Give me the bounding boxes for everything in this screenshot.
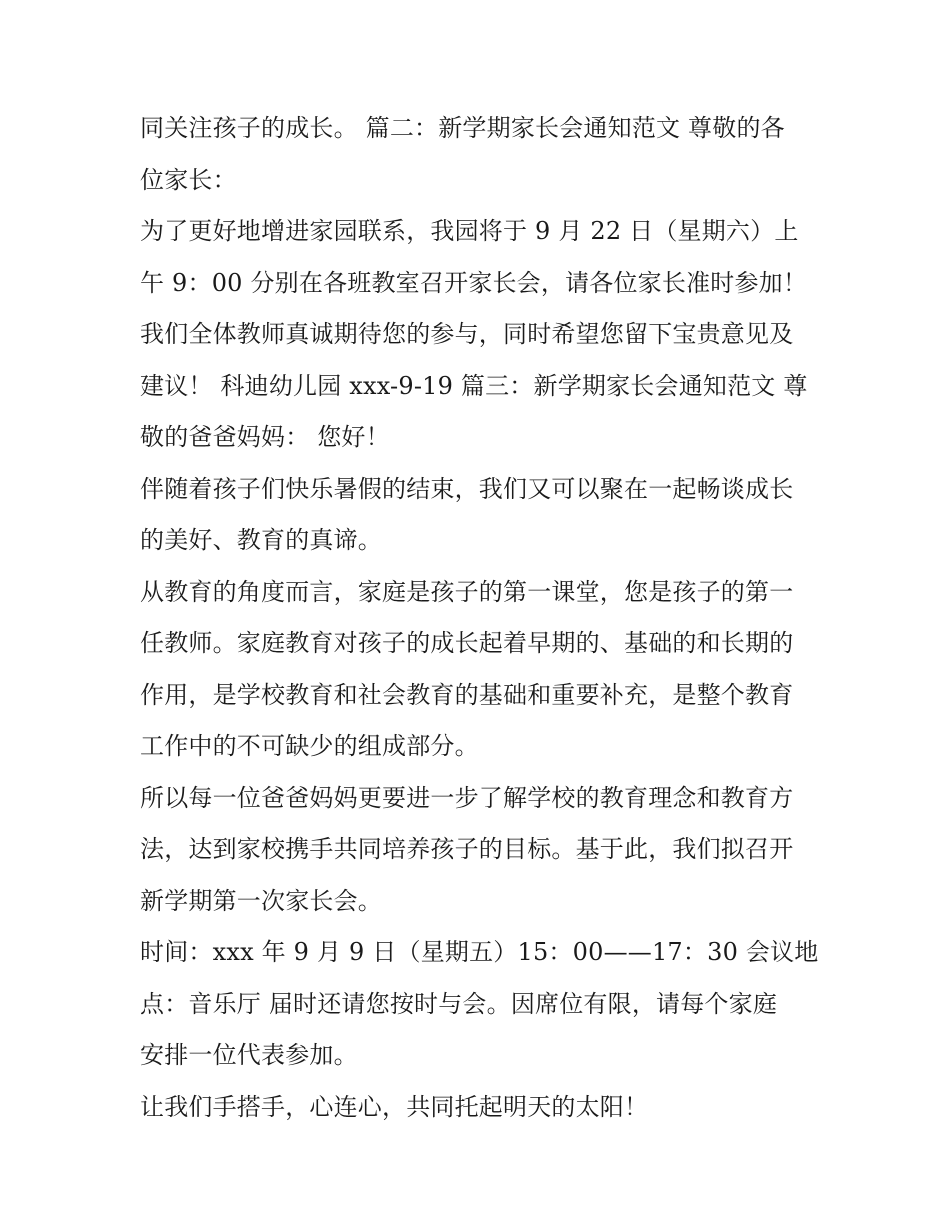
text-line: 同关注孩子的成长。 篇二：新学期家长会通知范文 尊敬的各	[140, 114, 785, 142]
document-page	[140, 103, 830, 1133]
text-line: 为了更好地增进家园联系，我园将于 9 月 22 日（星期六）上	[140, 217, 799, 245]
text-line: 的美好、教育的真谛。	[140, 526, 382, 554]
text-line: 任教师。家庭教育对孩子的成长起着早期的、基础的和长期的	[140, 629, 794, 657]
text-line: 所以每一位爸爸妈妈更要进一步了解学校的教育理念和教育方	[140, 783, 794, 812]
text-line: 位家长：	[140, 165, 237, 194]
text-line: 让我们手搭手，心连心，共同托起明天的太阳！	[140, 1092, 649, 1121]
text-line: 点：音乐厅 届时还请您按时与会。因席位有限，请每个家庭	[140, 989, 778, 1018]
text-line: 午 9：00 分别在各班教室召开家长会，请各位家长准时参加！	[140, 268, 808, 297]
text-line: 从教育的角度而言，家庭是孩子的第一课堂，您是孩子的第一	[140, 577, 794, 606]
text-line: 作用，是学校教育和社会教育的基础和重要补充，是整个教育	[140, 680, 794, 709]
text-line: 建议！ 科迪幼儿园 xxx-9-19 篇三：新学期家长会通知范文 尊	[140, 371, 808, 400]
text-line: 敬的爸爸妈妈： 您好！	[140, 423, 390, 451]
text-line: 安排一位代表参加。	[140, 1041, 358, 1069]
text-line: 新学期第一次家长会。	[140, 886, 382, 915]
text-line: 伴随着孩子们快乐暑假的结束，我们又可以聚在一起畅谈成长	[140, 474, 794, 503]
text-line: 工作中的不可缺少的组成部分。	[140, 732, 479, 760]
text-line: 法，达到家校携手共同培养孩子的目标。基于此，我们拟召开	[140, 835, 794, 863]
text-line: 时间：xxx 年 9 月 9 日（星期五）15：00——17：30 会议地	[140, 938, 819, 966]
text-line: 我们全体教师真诚期待您的参与，同时希望您留下宝贵意见及	[140, 320, 794, 348]
